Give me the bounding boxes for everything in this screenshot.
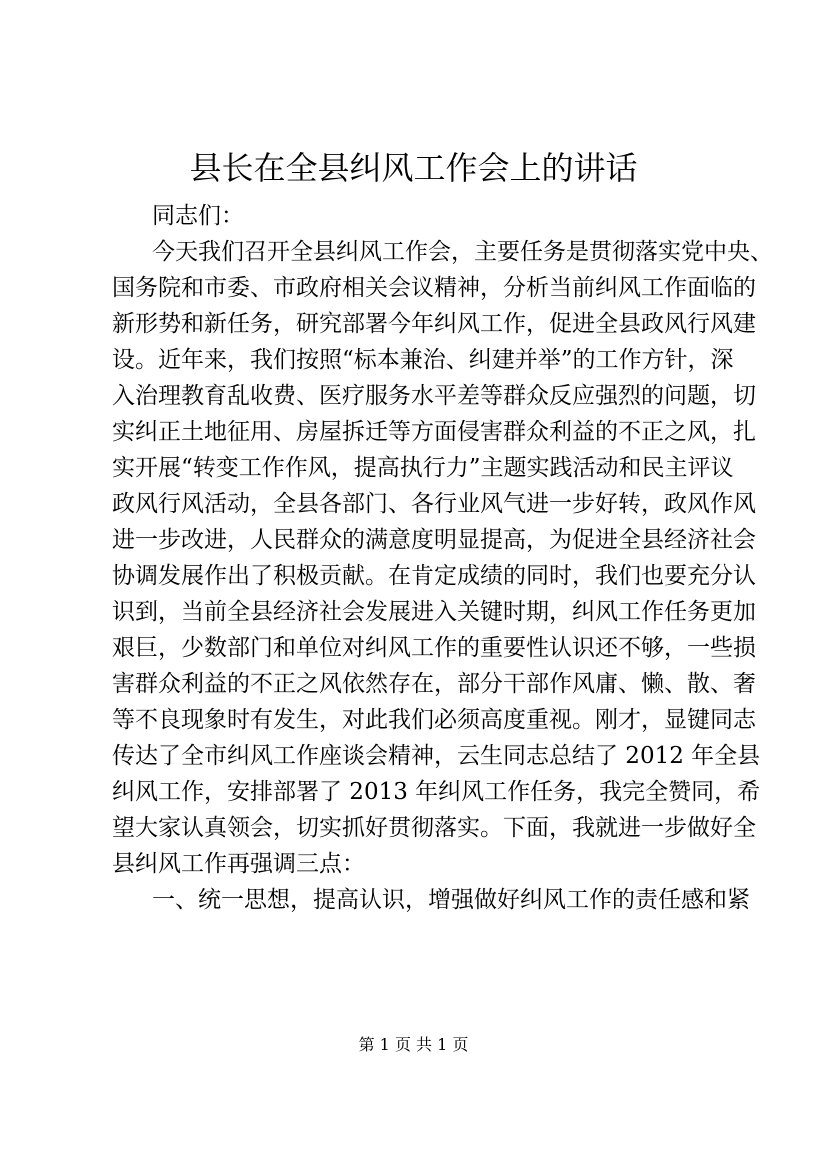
text-line: 一、统一思想，提高认识，增强做好纠风工作的责任感和紧	[152, 887, 750, 913]
text-line: 新形势和新任务，研究部署今年纠风工作，促进全县政风行风建	[112, 311, 756, 337]
text-line: 艰巨，少数部门和单位对纠风工作的重要性认识还不够，一些损	[112, 635, 756, 661]
page-footer: 第 1 页 共 1 页	[358, 1035, 469, 1054]
text-line: 设。近年来，我们按照“标本兼治、纠建并举”的工作方针，深	[112, 347, 734, 373]
text-line: 纠风工作，安排部署了 2013 年纠风工作任务，我完全赞同，希	[112, 779, 761, 805]
document-body	[112, 198, 773, 918]
text-line: 政风行风活动，全县各部门、各行业风气进一步好转，政风作风	[112, 491, 756, 517]
text-line: 实纠正土地征用、房屋拆迁等方面侵害群众利益的不正之风，扎	[112, 419, 756, 445]
text-line: 传达了全市纠风工作座谈会精神，云生同志总结了 2012 年全县	[112, 743, 761, 769]
text-line: 进一步改进，人民群众的满意度明显提高，为促进全县经济社会	[112, 527, 756, 553]
text-line: 实开展“转变工作作风，提高执行力”主题实践活动和民主评议	[112, 455, 734, 481]
text-line: 县纠风工作再强调三点：	[112, 851, 365, 877]
text-line: 今天我们召开全县纠风工作会，主要任务是贯彻落实党中央、	[152, 239, 773, 265]
text-line: 国务院和市委、市政府相关会议精神，分析当前纠风工作面临的	[112, 275, 756, 301]
document-title: 县长在全县纠风工作会上的讲话	[189, 149, 638, 187]
text-line: 害群众利益的不正之风依然存在，部分干部作风庸、懒、散、奢	[112, 671, 756, 697]
text-line: 协调发展作出了积极贡献。在肯定成绩的同时，我们也要充分认	[112, 563, 756, 589]
text-line: 望大家认真领会，切实抓好贯彻落实。下面，我就进一步做好全	[112, 815, 756, 841]
text-line: 入治理教育乱收费、医疗服务水平差等群众反应强烈的问题，切	[112, 383, 756, 409]
text-line: 同志们：	[152, 203, 244, 229]
text-line: 等不良现象时有发生，对此我们必须高度重视。刚才，显键同志	[112, 707, 756, 733]
text-line: 识到，当前全县经济社会发展进入关键时期，纠风工作任务更加	[112, 599, 756, 625]
